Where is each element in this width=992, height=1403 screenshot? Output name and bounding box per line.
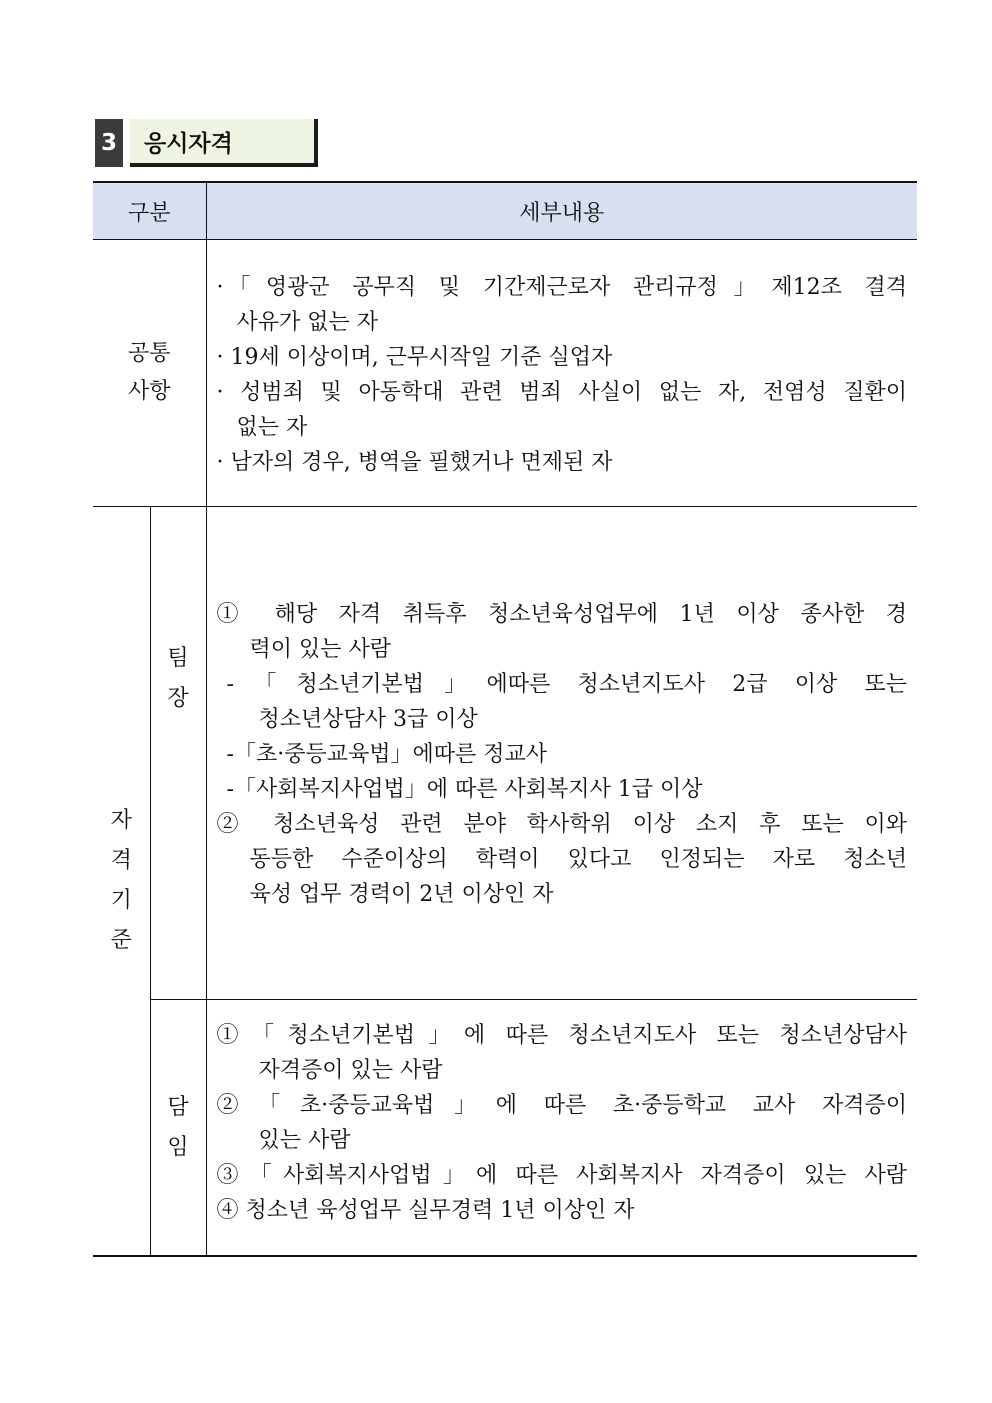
common-label-top: 공통 [128,341,171,366]
team-leader-label [150,507,206,1000]
section-title: 응시자격 [130,119,318,167]
homeroom-line: ③「사회복지사업법」에 따른 사회복지사 자격증이 있는 사람 [216,1162,908,1188]
homeroom-line: ①「청소년기본법」에 따른 청소년지도사 또는 청소년상담사 [216,1022,908,1048]
qualification-table [93,181,917,1257]
homeroom-content [206,1000,917,1257]
table-header-row [93,182,917,240]
team-leader-line: ② 청소년육성 관련 분야 학사학위 이상 소지 후 또는 이와 [216,811,908,837]
header-details: 세부내용 [206,182,917,240]
header-category: 구분 [93,182,206,240]
section-heading [95,119,318,167]
team-leader-line: 육성 업무 경력이 2년 이상인 자 [249,881,554,907]
common-line: 사유가 없는 자 [236,310,379,335]
homeroom-line: 있는 사람 [258,1127,351,1153]
homeroom-label [150,1000,206,1257]
common-line: 없는 자 [236,415,308,440]
criteria-label-char: 준 [110,928,132,953]
team-leader-content [206,507,917,1000]
homeroom-line: ④ 청소년 육성업무 실무경력 1년 이상인 자 [216,1197,635,1223]
criteria-label-char: 기 [110,888,132,913]
homeroom-teacher-row [93,1000,917,1257]
common-line: ·「영광군 공무직 및 기간제근로자 관리규정」제12조 결격 [216,275,908,300]
section-number: 3 [95,119,123,167]
homeroom-label-char: 담 [167,1094,189,1120]
criteria-label-char: 격 [110,848,132,873]
team-leader-row [93,507,917,1000]
common-requirements-row [93,240,917,507]
team-leader-line: -「사회복지사업법」에 따른 사회복지사 1급 이상 [226,776,703,802]
common-label [93,240,206,507]
homeroom-line: 자격증이 있는 사람 [258,1057,443,1083]
team-leader-line: ① 해당 자격 취득후 청소년육성업무에 1년 이상 종사한 경 [216,601,908,627]
team-leader-line: -「청소년기본법」에따른 청소년지도사 2급 이상 또는 [226,671,908,697]
criteria-label [93,507,150,1257]
common-line: · 19세 이상이며, 근무시작일 기준 실업자 [216,345,613,370]
team-leader-line: 동등한 수준이상의 학력이 있다고 인정되는 자로 청소년 [249,846,908,872]
team-leader-label-char: 장 [167,686,189,711]
team-leader-line: -「초·중등교육법」에따른 정교사 [226,741,547,767]
common-content [206,240,917,507]
criteria-label-char: 자 [110,808,132,833]
common-line: · 남자의 경우, 병역을 필했거나 면제된 자 [216,450,613,475]
common-line: · 성범죄 및 아동학대 관련 범죄 사실이 없는 자, 전염성 질환이 [216,380,908,405]
team-leader-line: 력이 있는 사람 [249,636,392,662]
team-leader-line: 청소년상담사 3급 이상 [258,706,478,732]
homeroom-line: ②「초·중등교육법」에 따른 초·중등학교 교사 자격증이 [216,1092,908,1118]
homeroom-label-char: 임 [167,1134,189,1160]
team-leader-label-char: 팀 [167,646,189,671]
common-label-bottom: 사항 [128,379,171,404]
